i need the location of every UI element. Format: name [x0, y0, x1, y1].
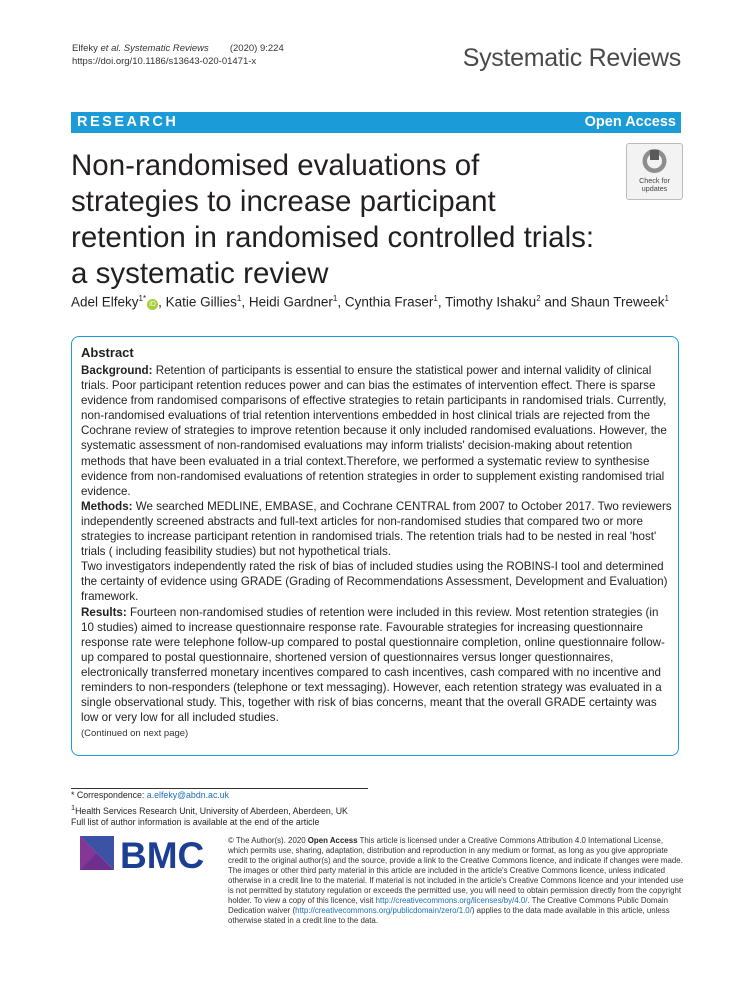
author-name[interactable]: Shaun Treweek — [570, 294, 665, 310]
continued-note: (Continued on next page) — [81, 728, 189, 740]
doi-link[interactable]: https://doi.org/10.1186/s13643-020-01471-x — [72, 56, 257, 67]
author-affiliation: 1 — [332, 294, 338, 303]
citation-volume: (2020) 9:224 — [208, 43, 284, 54]
license-body-3: ) applies to the data made available in this article, unless otherwise stated in a credit line to the data. — [228, 906, 670, 925]
bmc-logo[interactable] — [78, 830, 218, 883]
license-body: This article is licensed under a Creative Commons Attribution 4.0 International License, which permits use, sharing, adaptation, distribution and reproduction in any medium or format, as long as you give appropriate credit to the original author(s) and the source, provide a link to the Creative Commons licence, and indicate if changes were made. The images or other third party material in this article are included in the article's Creative Commons licence, unless indicated otherwise in a credit line to the material. If material is not included in the article's Creative Commons licence and your intended use is not permitted by statutory regulation or exceeds the permitted use, you will need to obtain permission directly from the copyright holder. To view a copy of this licence, visit — [228, 836, 684, 905]
methods-label: Methods: — [81, 499, 133, 513]
cc-zero-link[interactable]: http://creativecommons.org/publicdomain/zero/1.0/ — [295, 906, 472, 915]
correspondence-email[interactable]: a.elfeky@abdn.ac.uk — [146, 790, 230, 800]
author-affiliation: 1* — [138, 294, 147, 303]
license-copyright: © The Author(s). 2020 — [228, 836, 308, 845]
abstract-results — [81, 605, 673, 726]
section-banner — [71, 112, 681, 133]
citation-header — [72, 42, 284, 68]
cc-by-link[interactable]: http://creativecommons.org/licenses/by/4.0/ — [375, 896, 528, 905]
bmc-logo-text: BMC — [120, 835, 205, 876]
author-name[interactable]: Timothy Ishaku — [445, 294, 537, 310]
open-access-label: Open Access — [584, 114, 676, 130]
journal-name: Systematic Reviews — [462, 44, 681, 72]
background-label: Background: — [81, 364, 153, 377]
abstract-background — [81, 363, 673, 499]
author-name[interactable]: Adel Elfeky — [71, 294, 139, 310]
check-for-label: Check for — [639, 176, 670, 185]
footnote-divider — [71, 788, 368, 789]
author-name[interactable]: Heidi Gardner — [248, 294, 333, 310]
license-text — [228, 836, 684, 926]
check-for-updates-badge[interactable] — [626, 143, 683, 200]
abstract-methods — [81, 499, 673, 559]
results-text: Fourteen non-randomised studies of retention were included in this review. Most retention strategies (in 10 studies) aimed to increase questionnaire response rate. Favourable strategies for increasing questionnaire response rate were telephone follow-up compared to postal questionnaire completion, online questionnaire follow-up compared to postal questionnaire, shortened version of questionnaires versus longer questionnaires, electronically transferred monetary incentives compared to cash incentives, cash compared with no incentive and reminders to non-responders (telephone or text messaging). However, each retention strategy was evaluated in a single observational study. This, together with risk of bias concerns, meant that the overall GRADE certainty was low or very low for all included studies. — [81, 605, 665, 725]
article-title: Non-randomised evaluations of strategies to increase participant retention in randomised controlled trials: a systematic review — [71, 149, 595, 290]
author-affiliation: 1 — [236, 294, 242, 303]
bmc-logo-mark — [78, 830, 218, 878]
methods-text: We searched MEDLINE, EMBASE, and Cochrane CENTRAL from 2007 to October 2017. Two reviewers independently screened abstracts and full-text articles for non-randomised studies that compared two or more strategies to increase participant retention in randomised trials. The retention trials had to be nested in real 'host' trials ( including feasibility studies) but not hypothetical trials. — [81, 499, 672, 559]
license-body-2: . The Creative Commons Public Domain Dedication waiver ( — [228, 896, 669, 915]
affiliation-number: 1 — [71, 802, 76, 812]
citation-authors: Elfeky — [72, 43, 101, 54]
check-for-updates-icon — [627, 144, 682, 199]
results-label: Results: — [81, 605, 127, 619]
abstract-body — [81, 363, 673, 741]
author-info-note: Full list of author information is available at the end of the article — [71, 816, 320, 827]
author-name[interactable]: Cynthia Fraser — [344, 294, 434, 310]
abstract-heading: Abstract — [81, 345, 134, 360]
citation-journal: et al. Systematic Reviews — [100, 43, 209, 54]
background-text: Retention of participants is essential to ensure the statistical power and internal validity of clinical trials. Poor participant retention reduces power and can bias the estimates of intervention effect. There is sparse evidence from randomised comparisons of effective strategies to retain participants in randomised trials. Currently, non-randomised evaluations of trial retention interventions embedded in host clinical trials are rejected from the Cochrane review of strategies to improve retention because it only included randomised evaluations. However, the systematic assessment of non-randomised evaluations may inform trialists' decision-making about retention methods that have been evaluated in a trial context.Therefore, we performed a systematic review to synthesise evidence from non-randomised evaluations of retention strategies in order to supplement existing randomised trial evidence. — [81, 364, 667, 498]
section-label: RESEARCH — [77, 114, 179, 130]
abstract-methods-2: Two investigators independently rated the risk of bias of included studies using the ROBINS-I tool and determined the certainty of evidence using GRADE (Grading of Recommendations Assessment, Development and Evaluation) framework. — [81, 560, 668, 604]
affiliation-text: Health Services Research Unit, University of Aberdeen, Aberdeen, UK — [75, 805, 348, 816]
footnotes — [71, 790, 348, 828]
author-affiliation: 2 — [536, 294, 541, 303]
author-affiliation: 1 — [664, 294, 669, 303]
license-open-access: Open Access — [307, 836, 358, 845]
author-name[interactable]: Katie Gillies — [165, 294, 237, 310]
orcid-icon[interactable]: iD — [147, 299, 158, 310]
author-affiliation: 1 — [433, 294, 438, 303]
author-list: Adel Elfeky$^{1*}$iD , Katie Gillies$^1$, Heidi Gardner$^1$, Cynthia Fraser$^1$, Timothy Ishaku$^2$ and Shaun Treweek$^1$ — [71, 294, 669, 310]
abstract-box — [71, 336, 679, 756]
updates-label: updates — [641, 184, 668, 193]
correspondence-label: * Correspondence: — [71, 790, 147, 800]
